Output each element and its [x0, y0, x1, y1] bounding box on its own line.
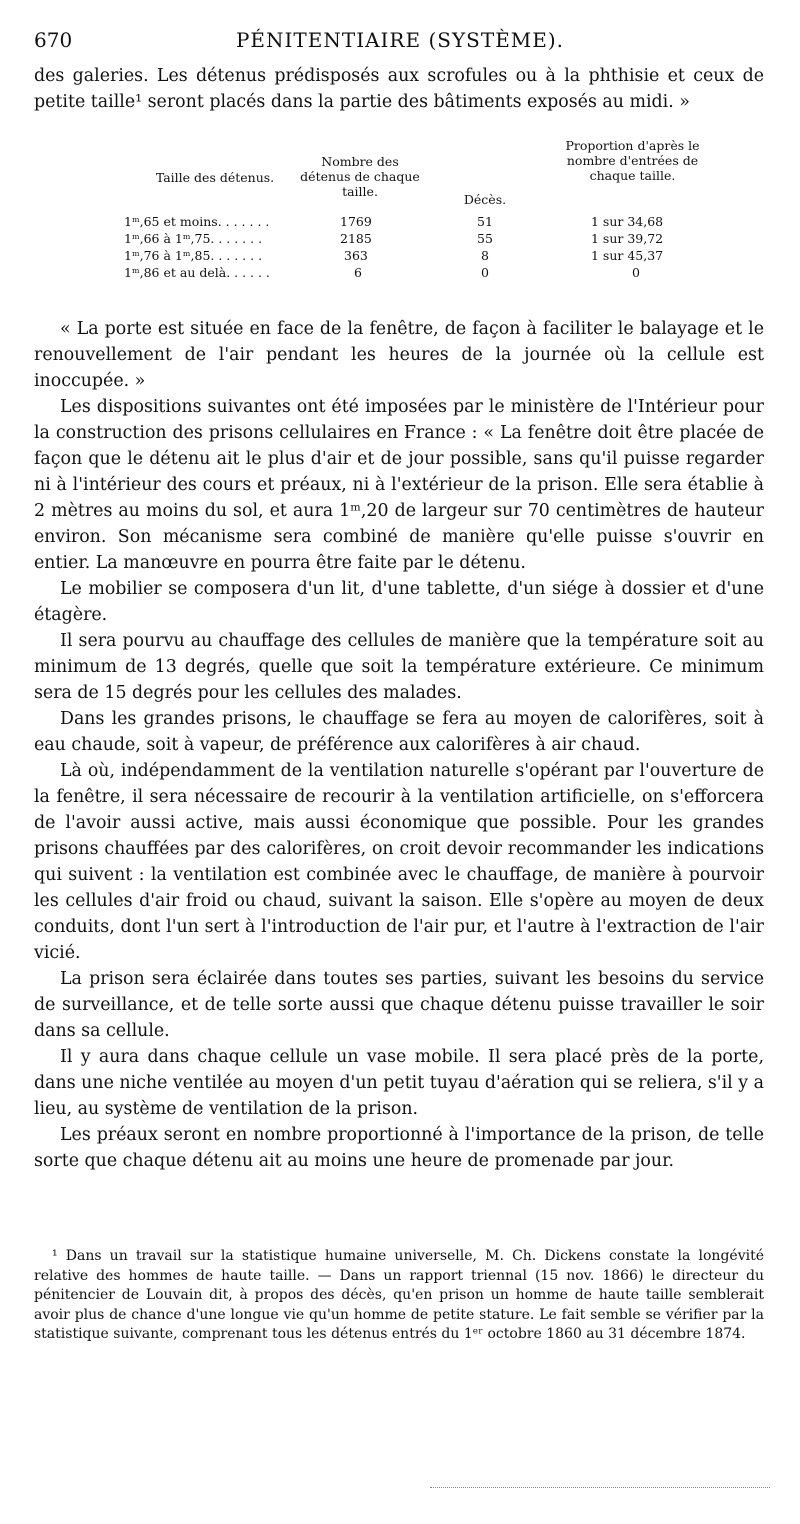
footnote-text: ¹ Dans un travail sur la statistique humaine universelle, M. Ch. Dickens constate la longévité relative des hommes de haute taille. — Dans un rapport triennal (15 nov. 1866) le directeur du pénitencier de Louvain dit, à propos des décès, qu'en prison un homme de haute taille semblerait avoir plus de chance d'une longue vie qu'un homme de petite stature. Le fait semble se vérifier par la statistique suivante, comprenant tous les détenus entrés du 1ᵉʳ octobre 1860 au 31 décembre 1874. — [34, 1248, 764, 1342]
cell-deces: 55 — [477, 231, 493, 246]
paragraph: Le mobilier se composera d'un lit, d'une tablette, d'un siége à dossier et d'une étagère. — [34, 579, 764, 625]
cell-deces: 0 — [481, 265, 489, 280]
footnote — [34, 1247, 764, 1345]
cell-taille: 1ᵐ,65 et moins. . . . . . . — [124, 214, 270, 229]
cell-proportion: 1 sur 45,37 — [591, 248, 664, 263]
cell-nombre: 1769 — [340, 214, 372, 229]
header-nombre: Nombre des détenus de chaque taille. — [300, 154, 420, 199]
cell-proportion: 1 sur 39,72 — [591, 231, 664, 246]
running-title: PÉNITENTIAIRE (SYSTÈME). — [235, 28, 565, 52]
page-number: 670 — [34, 28, 73, 52]
header-taille: Taille des détenus. — [155, 170, 275, 185]
cell-nombre: 6 — [354, 265, 362, 280]
paragraph: Là où, indépendamment de la ventilation naturelle s'opérant par l'ouverture de la fenêtre, il sera nécessaire de recourir à la ventilation artificielle, on s'efforcera de l'avoir aussi active, mais aussi économique que possible. Pour les grandes prisons chauffées par des calorifères, on croit devoir recommander les indications qui suivent : la ventilation est combinée avec le chauffage, de manière à pourvoir les cellules d'air froid ou chaud, suivant la saison. Elle s'opère au moyen de deux conduits, dont l'un sert à l'introduction de l'air pur, et l'autre à l'extraction de l'air vicié. — [34, 761, 764, 963]
cell-taille: 1ᵐ,66 à 1ᵐ,75. . . . . . . — [124, 231, 263, 246]
intro-paragraph: des galeries. Les détenus prédisposés aux scrofules ou à la phthisie et ceux de petite taille¹ seront placés dans la partie des bâtiments exposés au midi. » — [34, 66, 764, 112]
paragraph: Dans les grandes prisons, le chauffage se fera au moyen de calorifères, soit à eau chaude, soit à vapeur, de préférence aux calorifères à air chaud. — [34, 709, 764, 755]
cell-deces: 8 — [481, 248, 489, 263]
cell-deces: 51 — [477, 214, 493, 229]
paragraph: La prison sera éclairée dans toutes ses parties, suivant les besoins du service de surveillance, et de telle sorte aussi que chaque détenu puisse travailler le soir dans sa cellule. — [34, 969, 764, 1041]
cell-taille: 1ᵐ,86 et au delà. . . . . . — [124, 265, 270, 280]
cell-proportion: 0 — [632, 265, 640, 280]
table-row — [110, 265, 710, 281]
cell-proportion: 1 sur 34,68 — [591, 214, 664, 229]
body-text — [34, 316, 764, 1174]
table-row — [110, 248, 710, 264]
cell-nombre: 2185 — [340, 231, 372, 246]
paragraph: Les dispositions suivantes ont été imposées par le ministère de l'Intérieur pour la construction des prisons cellulaires en France : « La fenêtre doit être placée de façon que le détenu ait le plus d'air et de jour possible, sans qu'il puisse regarder ni à l'intérieur des cours et préaux, ni à l'extérieur de la prison. Elle sera établie à 2 mètres au moins du sol, et aura 1ᵐ,20 de largeur sur 70 centimètres de hauteur environ. Son mécanisme sera combiné de manière qu'elle puisse s'ouvrir en entier. La manœuvre en pourra être faite par le détenu. — [34, 397, 764, 573]
page-header — [34, 28, 766, 58]
paragraph: Il sera pourvu au chauffage des cellules de manière que la température soit au minimum de 13 degrés, quelle que soit la température extérieure. Ce minimum sera de 15 degrés pour les cellules des malades. — [34, 631, 764, 703]
paragraph: Il y aura dans chaque cellule un vase mobile. Il sera placé près de la porte, dans une niche ventilée au moyen d'un petit tuyau d'aération qui se reliera, s'il y a lieu, au système de ventilation de la prison. — [34, 1047, 764, 1119]
header-proportion: Proportion d'après le nombre d'entrées de chaque taille. — [565, 138, 700, 183]
table-row — [110, 214, 710, 230]
bottom-rule — [430, 1487, 770, 1488]
cell-taille: 1ᵐ,76 à 1ᵐ,85. . . . . . . — [124, 248, 263, 263]
header-deces: Décès. — [463, 192, 507, 207]
paragraph: Les préaux seront en nombre proportionné à l'importance de la prison, de telle sorte que chaque détenu ait au moins une heure de promenade par jour. — [34, 1125, 764, 1171]
cell-nombre: 363 — [344, 248, 368, 263]
paragraph: « La porte est située en face de la fenêtre, de façon à faciliter le balayage et le renouvellement de l'air pendant les heures de la journée où la cellule est inoccupée. » — [34, 319, 764, 391]
table-row — [110, 231, 710, 247]
